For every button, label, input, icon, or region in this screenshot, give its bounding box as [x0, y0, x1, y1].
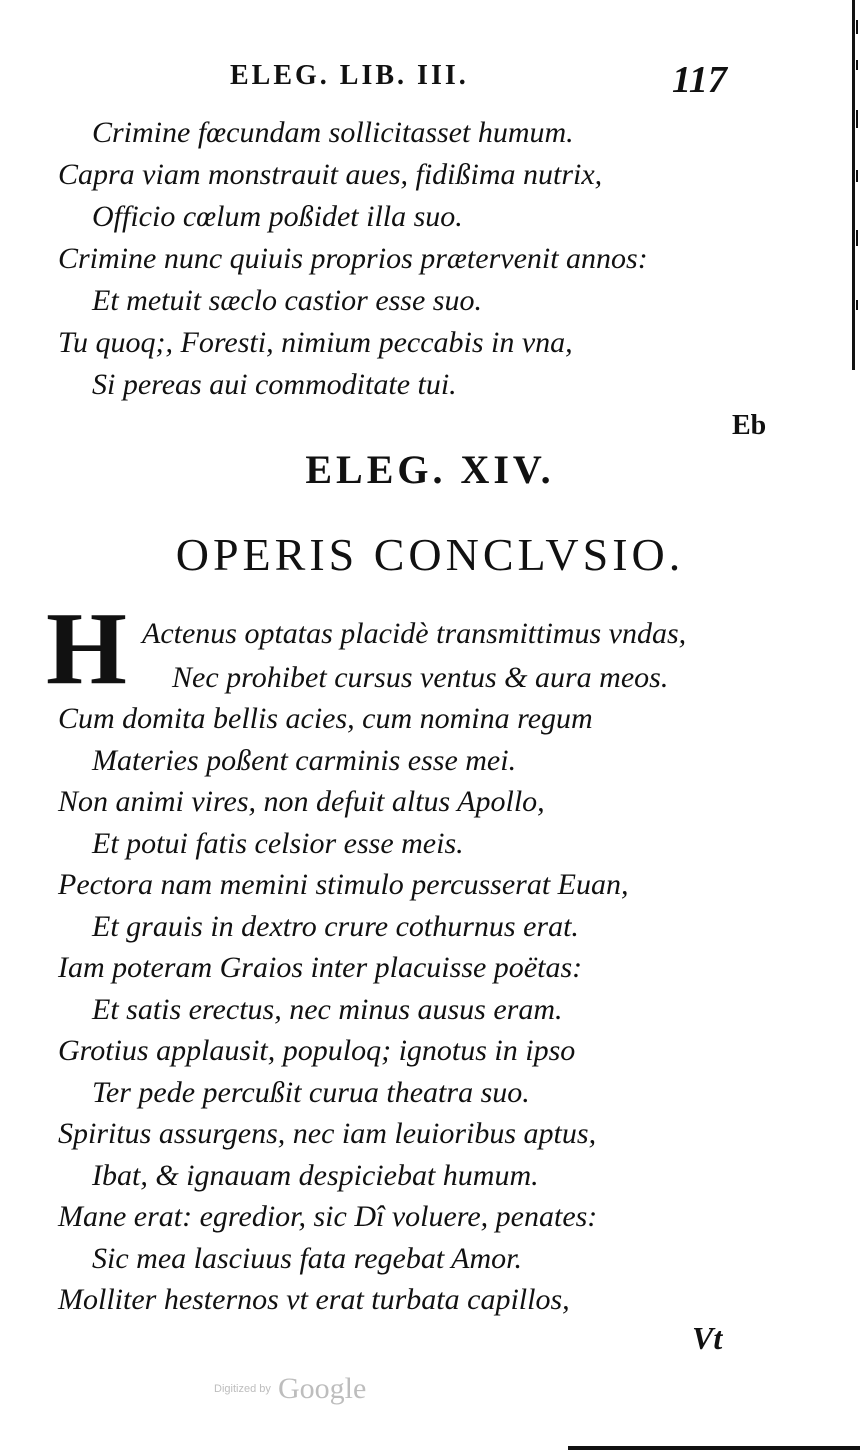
opening-couplet [0, 612, 860, 700]
running-title: ELEG. LIB. III. [230, 60, 469, 91]
verse-line: Iam poteram Graios inter placuisse poëtas: [58, 951, 583, 984]
verse-line: Capra viam monstrauit aues, fidißima nutrix, [58, 158, 603, 191]
verse-line: Mane erat: egredior, sic Dî voluere, penates: [58, 1200, 598, 1233]
verse-line: Cum domita bellis acies, cum nomina regum [58, 702, 593, 735]
verse-line: Ter pede percußit curua theatra suo. [92, 1075, 530, 1109]
watermark-brand: Google [277, 1372, 367, 1405]
verse-line: Tu quoq;, Foresti, nimium peccabis in vna, [58, 326, 573, 359]
elegy-heading: ELEG. XIV. [305, 447, 555, 492]
verse-block-main [0, 698, 860, 1321]
verse-line: Crimine nunc quiuis proprios prætervenit annos: [58, 242, 648, 275]
verse-line: Sic mea lasciuus fata regebat Amor. [92, 1241, 522, 1275]
catchword: Vt [692, 1320, 723, 1356]
verse-line: Si pereas aui commoditate tui. [92, 368, 457, 401]
digitization-watermark [214, 1372, 366, 1406]
page-edge-right [848, 0, 860, 370]
verse-line: Officio cœlum poßidet illa suo. [92, 200, 463, 233]
verse-line: Crimine fœcundam sollicitasset humum. [92, 116, 574, 149]
verse-line: Et satis erectus, nec minus ausus eram. [92, 992, 563, 1026]
drop-capital: H [46, 591, 127, 706]
verse-line: Non animi vires, non defuit altus Apollo, [58, 785, 545, 818]
page-number: 117 [672, 59, 727, 101]
verse-line: Materies poßent carminis esse mei. [92, 743, 517, 777]
watermark-prefix: Digitized by [214, 1383, 271, 1395]
verse-line: Nec prohibet cursus ventus & aura meos. [172, 661, 669, 694]
section-title: OPERIS CONCLVSIO. [175, 529, 685, 580]
running-head [0, 58, 860, 101]
verse-line: Et metuit sæclo castior esse suo. [92, 284, 482, 317]
verse-block-continuation [0, 112, 860, 406]
page-edge-bottom [568, 1442, 860, 1454]
verse-line: Pectora nam memini stimulo percusserat Euan, [58, 868, 629, 901]
verse-line: Molliter hesternos vt erat turbata capillos, [58, 1283, 570, 1316]
verse-line: Ibat, & ignauam despiciebat humum. [92, 1158, 539, 1192]
margin-mark: Eb [732, 410, 767, 441]
verse-line: Grotius applausit, populoq; ignotus in ipso [58, 1034, 576, 1067]
verse-line: Spiritus assurgens, nec iam leuioribus aptus, [58, 1117, 597, 1150]
verse-line: Actenus optatas placidè transmittimus vndas, [142, 617, 687, 650]
verse-line: Et grauis in dextro crure cothurnus erat. [92, 909, 579, 943]
verse-line: Et potui fatis celsior esse meis. [92, 826, 464, 860]
